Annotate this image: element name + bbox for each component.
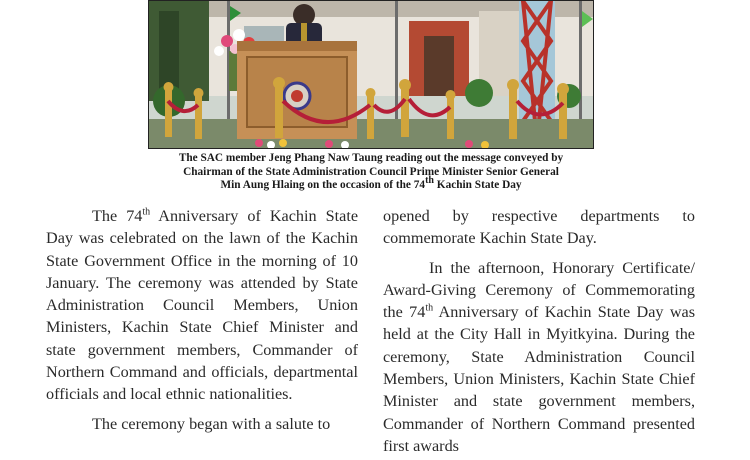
paragraph-text-start: The 74 [92, 207, 143, 225]
caption-ordinal-suffix: th [425, 175, 434, 187]
article-paragraph [46, 205, 358, 406]
paragraph-text-start: In the afternoon, Honorary Certificate/ Award-Giving Ceremony of Commemorating the 74 [383, 258, 695, 322]
article-paragraph-continued: opened by respective departments to commemorate Kachin State Day. [383, 207, 695, 248]
ordinal-suffix: th [425, 302, 434, 314]
caption-line-2: Chairman of the State Administration Council Prime Minister Senior General [183, 165, 559, 178]
article-column-left [46, 205, 358, 435]
paragraph-text-end: Anniversary of Kachin State Day was held at the City Hall in Myitkyina. During the ceremony, State Administration Council Members, Union Ministers, Kachin State Chief Minister and state government members, Commander of Northern Command presented first awards [383, 303, 696, 455]
paragraph-text-end: Anniversary of Kachin State Day was celebrated on the lawn of the Kachin State Government Office in the morning of 10 January. The ceremony was attended by State Administration Council Members, Union Ministers, Kachin State Chief Minister and state government members, Commander of Northern Command and officials, departmental officials and local ethnic nationalities. [46, 207, 358, 404]
caption-line-3 [140, 175, 602, 193]
caption-line-3-text: Min Aung Hlaing on the occasion of the 74 [220, 179, 426, 192]
podium-scene-illustration [149, 1, 594, 149]
news-photo [148, 0, 594, 149]
article-paragraph [383, 257, 695, 458]
photo-caption [140, 152, 602, 193]
article-column-right [383, 205, 695, 457]
caption-line-3-end: Kachin State Day [433, 179, 522, 192]
ordinal-suffix: th [142, 206, 151, 218]
article-paragraph: The ceremony began with a salute to [92, 414, 331, 433]
caption-line-1: The SAC member Jeng Phang Naw Taung reading out the message conveyed by [178, 152, 564, 164]
